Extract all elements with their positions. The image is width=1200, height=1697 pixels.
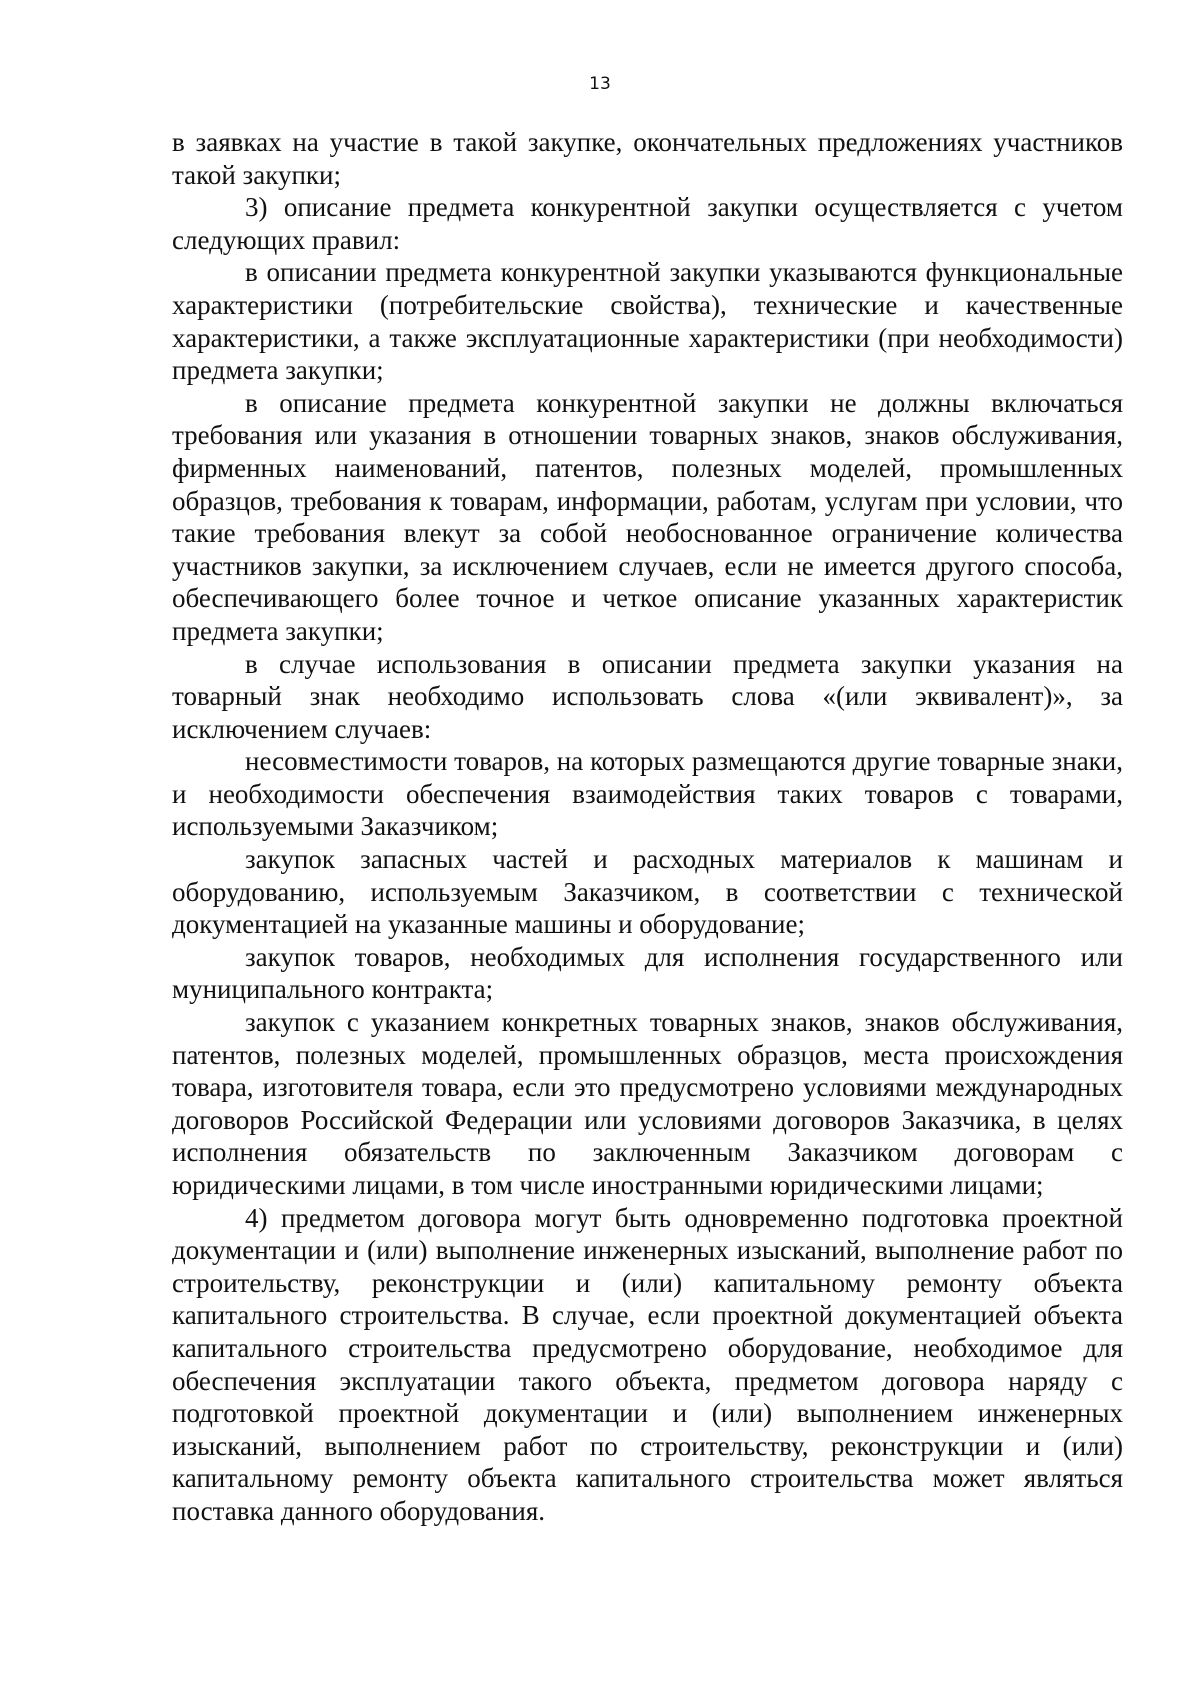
paragraph-continuation: в заявках на участие в такой закупке, окончательных предложениях участников такой закупки; — [172, 127, 1123, 190]
paragraph-item-3: 3) описание предмета конкурентной закупки осуществляется с учетом следующих правил: — [172, 192, 1123, 255]
paragraph-exception-spare-parts: закупок запасных частей и расходных материалов к машинам и оборудованию, используемым Заказчиком, в соответствии с технической документацией на указанные машины и оборудование; — [172, 844, 1123, 940]
paragraph-item-4: 4) предметом договора могут быть одновременно подготовка проектной документации и (или) выполнение инженерных изысканий, выполнение работ по строительству, реконструкции и (или) капитальному ремонту объекта капитального строительства. В случае, если проектной документацией объекта капитального строительства предусмотрено оборудование, необходимое для обеспечения эксплуатации такого объекта, предметом договора наряду с подготовкой проектной документации и (или) выполнением инженерных изысканий, выполнением работ по строительству, реконструкции и (или) капитальному ремонту объекта капитального строительства может являться поставка данного оборудования. — [172, 1202, 1123, 1526]
paragraph-rule-equivalent: в случае использования в описании предмета закупки указания на товарный знак необходимо использовать слова «(или эквивалент)», за исключением случаев: — [172, 648, 1123, 744]
page-number: 13 — [589, 74, 611, 94]
paragraph-rule-characteristics: в описании предмета конкурентной закупки указываются функциональные характеристики (потребительские свойства), технические и качественные характеристики, а также эксплуатационные характеристики (при необходимости) предмета закупки; — [172, 257, 1123, 386]
paragraph-rule-trademarks: в описание предмета конкурентной закупки не должны включаться требования или указания в отношении товарных знаков, знаков обслуживания, фирменных наименований, патентов, полезных моделей, промышленных образцов, требования к товарам, информации, работам, услугам при условии, что такие требования влекут за собой необоснованное ограничение количества участников закупки, за исключением случаев, если не имеется другого способа, обеспечивающего более точное и четкое описание указанных характеристик предмета закупки; — [172, 387, 1123, 646]
paragraph-exception-international: закупок с указанием конкретных товарных знаков, знаков обслуживания, патентов, полезных моделей, промышленных образцов, места происхождения товара, изготовителя товара, если это предусмотрено условиями международных договоров Российской Федерации или условиями договоров Заказчика, в целях исполнения обязательств по заключенным Заказчиком договорам с юридическими лицами, в том числе иностранными юридическими лицами; — [172, 1007, 1123, 1200]
paragraph-exception-state-contract: закупок товаров, необходимых для исполнения государственного или муниципального контракта; — [172, 941, 1123, 1005]
paragraph-exception-incompatibility: несовместимости товаров, на которых размещаются другие товарные знаки, и необходимости обеспечения взаимодействия таких товаров с товарами, используемыми Заказчиком; — [172, 746, 1123, 842]
document-body — [172, 126, 1123, 1528]
